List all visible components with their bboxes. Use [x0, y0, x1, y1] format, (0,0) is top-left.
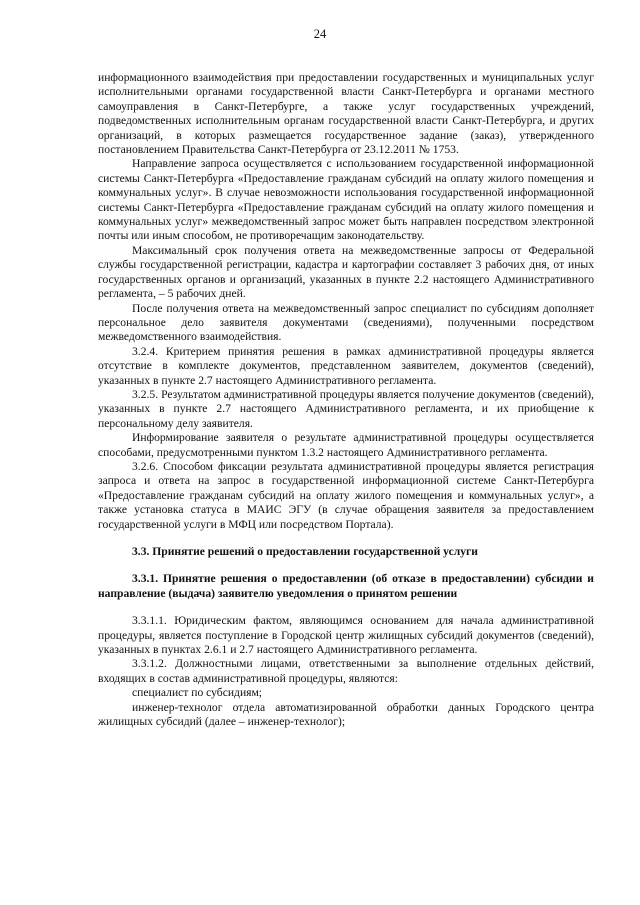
page-number: 24 [313, 27, 327, 41]
section-heading: 3.3. Принятие решений о предоставлении государственной услуги [132, 545, 478, 558]
paragraph: инженер-технолог отдела автоматизированной обработки данных Городского центра жилищных субсидий (далее – инженер-технолог); [98, 700, 594, 729]
section-heading: 3.3.1. Принятие решения о предоставлении (об отказе в предоставлении) субсидии и направление (выдача) заявителю уведомления о принятом решении [98, 572, 594, 600]
paragraph: специалист по субсидиям; [132, 686, 263, 700]
spacer [98, 532, 594, 545]
paragraph: 3.2.5. Результатом административной процедуры является получение документов (сведений), указанных в пункте 2.7 настоящего Административного регламента, и их приобщение к персональному делу заявителя. [98, 387, 594, 430]
paragraph: информационного взаимодействия при предоставлении государственных и муниципальных услуг исполнительными органами государственной власти Санкт-Петербурга и органами местного самоуправления в Санкт-Петербурге, а также услуг государственных учреждений, подведомственных исполнительным органам государственной власти Санкт-Петербурга, и других организаций, в которых размещается государственное задание (заказ), утвержденного постановлением Правительства Санкт-Петербурга от 23.12.2011 № 1753. [98, 71, 594, 157]
document-body [98, 71, 594, 729]
paragraph: 3.2.4. Критерием принятия решения в рамках административной процедуры является отсутствие в комплекте документов, представленном заявителем, документов (сведений), указанных в пункте 2.7 настоящего Административного регламента. [98, 344, 594, 387]
paragraph: 3.3.1.1. Юридическим фактом, являющимся основанием для начала административной процедуры, является поступление в Городской центр жилищных субсидий документов (сведений), указанных в пунктах 2.6.1 и 2.7 настоящего Административного регламента. [98, 614, 594, 657]
paragraph: Информирование заявителя о результате административной процедуры осуществляется способами, предусмотренными пунктом 1.3.2 настоящего Административного регламента. [98, 431, 594, 459]
paragraph: Направление запроса осуществляется с использованием государственной информационной системы Санкт-Петербурга «Предоставление гражданам субсидий на оплату жилого помещения и коммунальных услуг». В случае невозможности использования государственной информационной системы Санкт-Петербурга «Предоставление гражданам субсидий на оплату жилого помещения и коммунальных услуг» межведомственный запрос может быть направлен посредством электронной почты или иным способом, не противоречащим законодательству. [98, 157, 594, 243]
paragraph: 3.2.6. Способом фиксации результата административной процедуры является регистрация запроса и ответа на запрос в государственной информационной системе Санкт-Петербурга «Предоставление гражданам субсидий на оплату жилого помещения и коммунальных услуг», а также установка статуса в МАИС ЭГУ (в случае обращения заявителя за предоставлением государственной услуги в МФЦ или посредством Портала). [98, 459, 594, 531]
spacer [98, 559, 594, 572]
spacer [98, 601, 594, 614]
paragraph: Максимальный срок получения ответа на межведомственные запросы от Федеральной службы государственной регистрации, кадастра и картографии составляет 3 рабочих дня, от иных государственных органов и организаций, указанных в пункте 2.2 настоящего Административного регламента, – 5 рабочих дней. [98, 243, 594, 301]
paragraph: После получения ответа на межведомственный запрос специалист по субсидиям дополняет персональное дело заявителя документами (сведениями), полученными посредством межведомственного взаимодействия. [98, 301, 594, 344]
paragraph: 3.3.1.2. Должностными лицами, ответственными за выполнение отдельных действий, входящих в состав административной процедуры, являются: [98, 657, 594, 685]
